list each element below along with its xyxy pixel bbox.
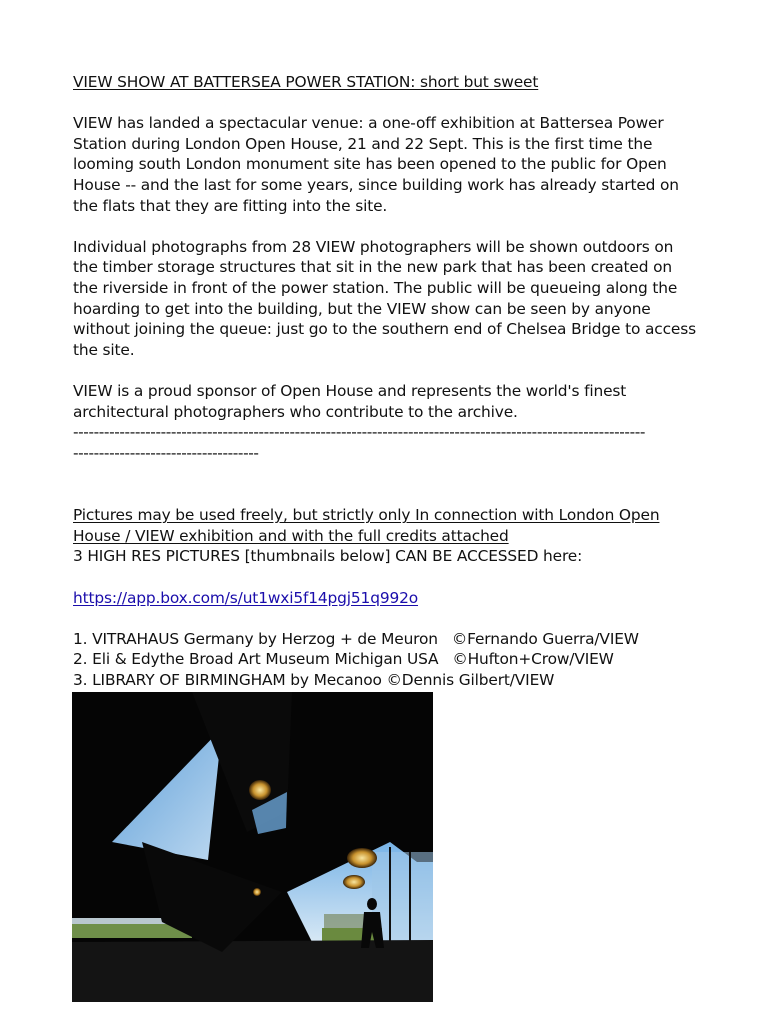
usage-note: Pictures may be used freely, but strictly only In connection with London Open House / VIEW exhibition and with the full credits attached [73,506,660,545]
credit-name: ©Fernando Guerra/VIEW [451,629,639,648]
spacer [73,360,698,381]
spacer [73,485,698,506]
spacer [73,93,698,114]
access-line: 3 HIGH RES PICTURES [thumbnails below] CAN BE ACCESSED here: [73,547,583,566]
credit-line [73,629,698,650]
architecture-photo [72,692,433,1002]
credit-line [73,649,698,670]
document-body [73,72,698,691]
intro-paragraph: VIEW has landed a spectacular venue: a one-off exhibition at Battersea Power Station during London Open House, 21 and 22 Sept. This is the first time the looming south London monument site has been opened to the public for Open House -- and the last for some years, since building work has already started on the flats that they are fitting into the site. [73,114,679,215]
credit-title: 1. VITRAHAUS Germany by Herzog + de Meuron [73,629,438,648]
credit-line [73,670,698,691]
document-title: VIEW SHOW AT BATTERSEA POWER STATION: short but sweet [73,73,539,91]
download-link[interactable]: https://app.box.com/s/ut1wxi5f14pgj51q992o [73,588,419,607]
divider-line-continued: ------------------------------------ [73,444,259,463]
credit-name: ©Hufton+Crow/VIEW [452,650,614,669]
sponsor-paragraph: VIEW is a proud sponsor of Open House and represents the world's finest architectural photographers who contribute to the archive. [73,381,627,421]
credit-title: 3. LIBRARY OF BIRMINGHAM by Mecanoo [73,671,382,690]
credit-name: ©Dennis Gilbert/VIEW [386,671,555,690]
exhibition-paragraph: Individual photographs from 28 VIEW photographers will be shown outdoors on the timber storage structures that sit in the new park that has been created on the riverside in front of the power station. The public will be queueing along the hoarding to get into the building, but the VIEW show can be seen by anyone without joining the queue: just go to the southern end of Chelsea Bridge to access the site. [73,237,696,359]
divider-line: --------------------------------------------------------------------------------------------------------------- [73,423,646,442]
credit-title: 2. Eli & Edythe Broad Art Museum Michigan USA [73,650,439,669]
spacer [73,216,698,237]
spacer [73,608,698,629]
spacer [73,464,698,485]
spacer [73,567,698,588]
